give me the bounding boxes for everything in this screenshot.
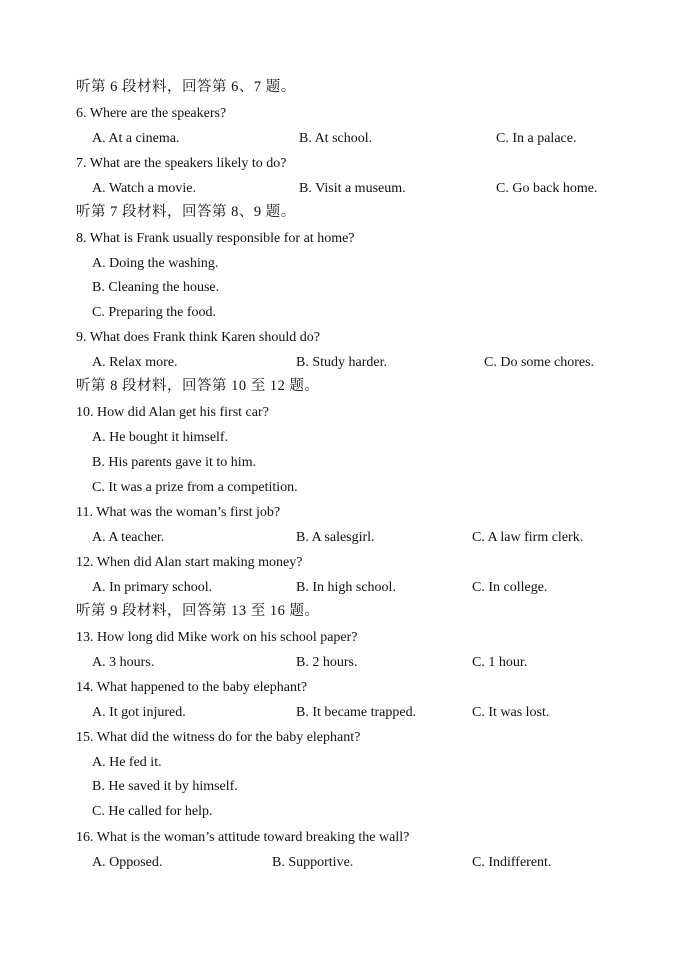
question-7-option-c: C. Go back home. bbox=[496, 181, 598, 196]
question-6-stem: 6. Where are the speakers? bbox=[76, 106, 227, 121]
question-15-option-c: C. He called for help. bbox=[92, 804, 213, 819]
question-16-option-a: A. Opposed. bbox=[92, 855, 163, 870]
question-15-option-b: B. He saved it by himself. bbox=[92, 779, 238, 794]
question-12-stem: 12. When did Alan start making money? bbox=[76, 555, 303, 570]
question-10-option-c: C. It was a prize from a competition. bbox=[92, 480, 298, 495]
question-8-option-c: C. Preparing the food. bbox=[92, 305, 217, 320]
section-heading-text: 听第 6 段材料，回答第 6、7 题。 bbox=[76, 79, 296, 95]
question-8-stem: 8. What is Frank usually responsible for at home? bbox=[76, 231, 355, 246]
question-12-option-c: C. In college. bbox=[472, 580, 548, 595]
question-11-option-a: A. A teacher. bbox=[92, 530, 165, 545]
question-16-option-c: C. Indifferent. bbox=[472, 855, 552, 870]
question-15-stem: 15. What did the witness do for the baby elephant? bbox=[76, 730, 361, 745]
question-10-stem: 10. How did Alan get his first car? bbox=[76, 405, 269, 420]
section-heading-text: 听第 8 段材料，回答第 10 至 12 题。 bbox=[76, 378, 320, 394]
question-6-option-c: C. In a palace. bbox=[496, 131, 577, 146]
question-16-stem: 16. What is the woman’s attitude toward breaking the wall? bbox=[76, 830, 410, 845]
question-14-option-b: B. It became trapped. bbox=[296, 705, 417, 720]
question-9-option-b: B. Study harder. bbox=[296, 355, 387, 370]
question-13-option-c: C. 1 hour. bbox=[472, 655, 528, 670]
section-heading-text: 听第 7 段材料，回答第 8、9 题。 bbox=[76, 204, 296, 220]
question-8-option-a: A. Doing the washing. bbox=[92, 256, 219, 271]
question-12-option-a: A. In primary school. bbox=[92, 580, 213, 595]
section-heading-text: 听第 9 段材料，回答第 13 至 16 题。 bbox=[76, 603, 320, 619]
question-15-option-a: A. He fed it. bbox=[92, 755, 162, 770]
question-10-option-a: A. He bought it himself. bbox=[92, 430, 229, 445]
question-16-option-b: B. Supportive. bbox=[272, 855, 354, 870]
question-13-option-a: A. 3 hours. bbox=[92, 655, 155, 670]
question-11-stem: 11. What was the woman’s first job? bbox=[76, 505, 281, 520]
question-14-option-c: C. It was lost. bbox=[472, 705, 550, 720]
question-6-option-b: B. At school. bbox=[299, 131, 373, 146]
question-11-option-c: C. A law firm clerk. bbox=[472, 530, 584, 545]
question-14-option-a: A. It got injured. bbox=[92, 705, 186, 720]
question-7-option-a: A. Watch a movie. bbox=[92, 181, 196, 196]
question-9-option-c: C. Do some chores. bbox=[484, 355, 595, 370]
question-10-option-b: B. His parents gave it to him. bbox=[92, 455, 257, 470]
question-11-option-b: B. A salesgirl. bbox=[296, 530, 375, 545]
question-6-option-a: A. At a cinema. bbox=[92, 131, 180, 146]
question-14-stem: 14. What happened to the baby elephant? bbox=[76, 680, 308, 695]
question-9-stem: 9. What does Frank think Karen should do? bbox=[76, 330, 320, 345]
question-9-option-a: A. Relax more. bbox=[92, 355, 178, 370]
question-7-stem: 7. What are the speakers likely to do? bbox=[76, 156, 287, 171]
question-13-option-b: B. 2 hours. bbox=[296, 655, 358, 670]
question-13-stem: 13. How long did Mike work on his school paper? bbox=[76, 630, 358, 645]
question-7-option-b: B. Visit a museum. bbox=[299, 181, 406, 196]
question-8-option-b: B. Cleaning the house. bbox=[92, 280, 220, 295]
question-12-option-b: B. In high school. bbox=[296, 580, 396, 595]
